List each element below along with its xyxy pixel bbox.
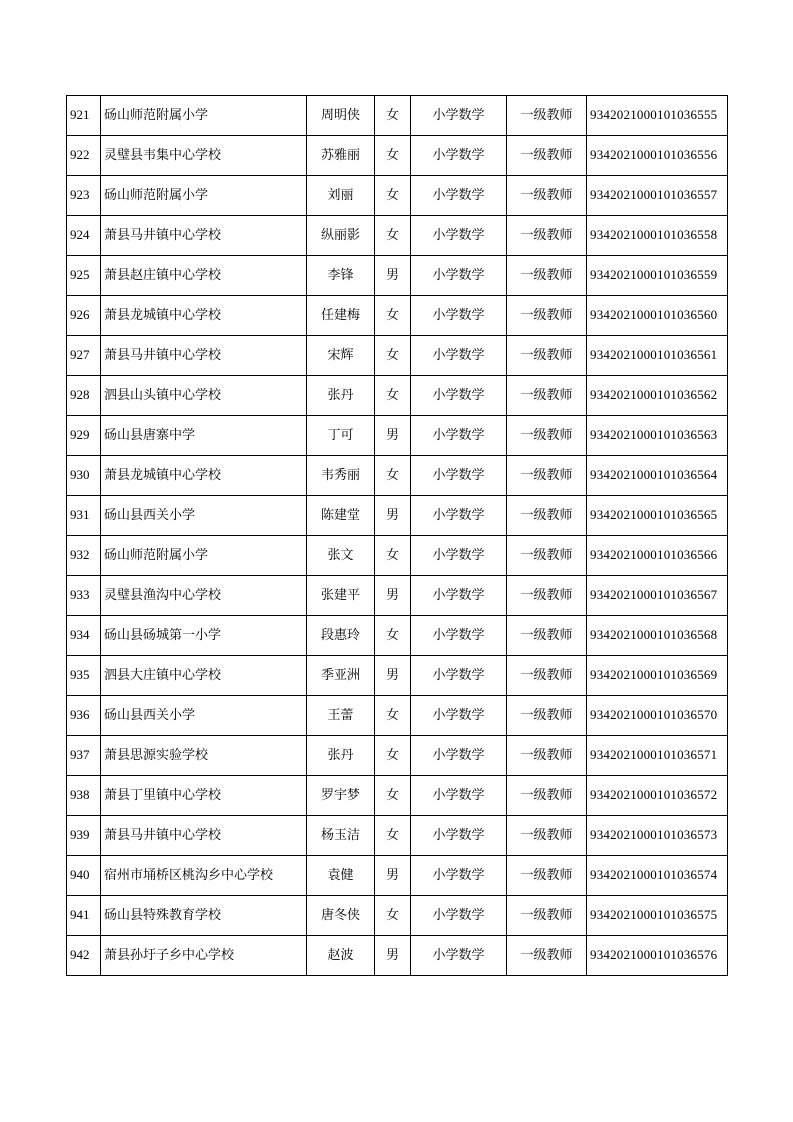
table-row (67, 96, 728, 136)
cell-name: 刘丽 (307, 176, 375, 216)
cell-name: 任建梅 (307, 296, 375, 336)
cell-title: 一级教师 (507, 416, 587, 456)
cell-gender: 女 (375, 336, 411, 376)
cell-cert: 9342021000101036576 (587, 936, 728, 976)
cell-no: 942 (67, 936, 101, 976)
cell-title: 一级教师 (507, 856, 587, 896)
cell-title: 一级教师 (507, 736, 587, 776)
cell-name: 丁可 (307, 416, 375, 456)
cell-school: 砀山县西关小学 (101, 696, 307, 736)
cell-cert: 9342021000101036556 (587, 136, 728, 176)
cell-school: 砀山县砀城第一小学 (101, 616, 307, 656)
cell-name: 赵波 (307, 936, 375, 976)
cell-no: 931 (67, 496, 101, 536)
cell-gender: 男 (375, 496, 411, 536)
cell-no: 923 (67, 176, 101, 216)
table-row (67, 256, 728, 296)
cell-gender: 女 (375, 696, 411, 736)
cell-title: 一级教师 (507, 336, 587, 376)
table-row (67, 336, 728, 376)
cell-gender: 女 (375, 456, 411, 496)
table-row (67, 176, 728, 216)
cell-no: 939 (67, 816, 101, 856)
cell-school: 萧县马井镇中心学校 (101, 216, 307, 256)
table-row (67, 936, 728, 976)
cell-gender: 女 (375, 616, 411, 656)
cell-no: 940 (67, 856, 101, 896)
table-row (67, 456, 728, 496)
cell-gender: 女 (375, 376, 411, 416)
cell-no: 929 (67, 416, 101, 456)
cell-no: 922 (67, 136, 101, 176)
cell-school: 砀山县西关小学 (101, 496, 307, 536)
cell-name: 张丹 (307, 376, 375, 416)
table-row (67, 696, 728, 736)
cell-cert: 9342021000101036562 (587, 376, 728, 416)
table-row (67, 216, 728, 256)
table-row (67, 536, 728, 576)
cell-subject: 小学数学 (411, 456, 507, 496)
cell-no: 930 (67, 456, 101, 496)
cell-school: 萧县赵庄镇中心学校 (101, 256, 307, 296)
cell-name: 张丹 (307, 736, 375, 776)
cell-subject: 小学数学 (411, 416, 507, 456)
cell-school: 砀山师范附属小学 (101, 96, 307, 136)
cell-cert: 9342021000101036563 (587, 416, 728, 456)
cell-subject: 小学数学 (411, 96, 507, 136)
cell-school: 砀山师范附属小学 (101, 536, 307, 576)
cell-school: 灵璧县韦集中心学校 (101, 136, 307, 176)
cell-title: 一级教师 (507, 296, 587, 336)
cell-title: 一级教师 (507, 256, 587, 296)
cell-no: 932 (67, 536, 101, 576)
table-row (67, 296, 728, 336)
cell-subject: 小学数学 (411, 696, 507, 736)
cell-cert: 9342021000101036559 (587, 256, 728, 296)
cell-title: 一级教师 (507, 496, 587, 536)
cell-no: 928 (67, 376, 101, 416)
cell-subject: 小学数学 (411, 936, 507, 976)
cell-subject: 小学数学 (411, 216, 507, 256)
cell-subject: 小学数学 (411, 176, 507, 216)
cell-subject: 小学数学 (411, 136, 507, 176)
cell-school: 萧县马井镇中心学校 (101, 336, 307, 376)
cell-name: 陈建堂 (307, 496, 375, 536)
table-row (67, 776, 728, 816)
table-row (67, 896, 728, 936)
cell-subject: 小学数学 (411, 576, 507, 616)
cell-school: 萧县龙城镇中心学校 (101, 456, 307, 496)
cell-no: 933 (67, 576, 101, 616)
cell-title: 一级教师 (507, 536, 587, 576)
cell-title: 一级教师 (507, 896, 587, 936)
cell-subject: 小学数学 (411, 296, 507, 336)
cell-title: 一级教师 (507, 616, 587, 656)
cell-school: 灵璧县渔沟中心学校 (101, 576, 307, 616)
cell-subject: 小学数学 (411, 776, 507, 816)
cell-cert: 9342021000101036574 (587, 856, 728, 896)
cell-gender: 女 (375, 536, 411, 576)
cell-cert: 9342021000101036571 (587, 736, 728, 776)
cell-cert: 9342021000101036567 (587, 576, 728, 616)
cell-no: 938 (67, 776, 101, 816)
table-row (67, 856, 728, 896)
cell-school: 砀山县特殊教育学校 (101, 896, 307, 936)
cell-subject: 小学数学 (411, 376, 507, 416)
cell-subject: 小学数学 (411, 496, 507, 536)
cell-gender: 女 (375, 176, 411, 216)
cell-name: 张文 (307, 536, 375, 576)
cell-title: 一级教师 (507, 216, 587, 256)
cell-school: 萧县思源实验学校 (101, 736, 307, 776)
cell-school: 萧县马井镇中心学校 (101, 816, 307, 856)
cell-subject: 小学数学 (411, 816, 507, 856)
cell-no: 937 (67, 736, 101, 776)
cell-school: 砀山县唐寨中学 (101, 416, 307, 456)
cell-no: 935 (67, 656, 101, 696)
cell-gender: 男 (375, 416, 411, 456)
teacher-roster-table (66, 95, 728, 976)
cell-subject: 小学数学 (411, 896, 507, 936)
cell-name: 杨玉洁 (307, 816, 375, 856)
cell-cert: 9342021000101036572 (587, 776, 728, 816)
cell-title: 一级教师 (507, 936, 587, 976)
cell-name: 宋辉 (307, 336, 375, 376)
cell-school: 萧县孙圩子乡中心学校 (101, 936, 307, 976)
cell-gender: 女 (375, 776, 411, 816)
table-row (67, 576, 728, 616)
cell-title: 一级教师 (507, 816, 587, 856)
table-row (67, 616, 728, 656)
cell-subject: 小学数学 (411, 656, 507, 696)
cell-gender: 男 (375, 576, 411, 616)
cell-cert: 9342021000101036573 (587, 816, 728, 856)
cell-name: 季亚洲 (307, 656, 375, 696)
table-row (67, 656, 728, 696)
cell-cert: 9342021000101036555 (587, 96, 728, 136)
cell-subject: 小学数学 (411, 616, 507, 656)
cell-name: 袁健 (307, 856, 375, 896)
cell-no: 924 (67, 216, 101, 256)
cell-title: 一级教师 (507, 776, 587, 816)
cell-cert: 9342021000101036561 (587, 336, 728, 376)
table-row (67, 416, 728, 456)
cell-school: 宿州市埇桥区桃沟乡中心学校 (101, 856, 307, 896)
cell-gender: 女 (375, 136, 411, 176)
cell-title: 一级教师 (507, 176, 587, 216)
cell-gender: 女 (375, 896, 411, 936)
cell-name: 段惠玲 (307, 616, 375, 656)
cell-title: 一级教师 (507, 136, 587, 176)
cell-gender: 女 (375, 296, 411, 336)
cell-gender: 男 (375, 256, 411, 296)
cell-cert: 9342021000101036566 (587, 536, 728, 576)
cell-subject: 小学数学 (411, 336, 507, 376)
table-row (67, 736, 728, 776)
cell-no: 936 (67, 696, 101, 736)
cell-name: 周明侠 (307, 96, 375, 136)
cell-gender: 女 (375, 96, 411, 136)
cell-subject: 小学数学 (411, 856, 507, 896)
cell-title: 一级教师 (507, 96, 587, 136)
cell-cert: 9342021000101036557 (587, 176, 728, 216)
cell-name: 李锋 (307, 256, 375, 296)
cell-gender: 男 (375, 656, 411, 696)
cell-school: 萧县丁里镇中心学校 (101, 776, 307, 816)
table-row (67, 136, 728, 176)
cell-name: 苏雅丽 (307, 136, 375, 176)
cell-school: 泗县山头镇中心学校 (101, 376, 307, 416)
cell-gender: 男 (375, 936, 411, 976)
cell-cert: 9342021000101036558 (587, 216, 728, 256)
cell-cert: 9342021000101036560 (587, 296, 728, 336)
cell-gender: 女 (375, 736, 411, 776)
cell-gender: 女 (375, 216, 411, 256)
cell-no: 925 (67, 256, 101, 296)
cell-no: 927 (67, 336, 101, 376)
cell-title: 一级教师 (507, 696, 587, 736)
table-row (67, 816, 728, 856)
table-row (67, 376, 728, 416)
cell-subject: 小学数学 (411, 536, 507, 576)
teacher-table-body (67, 96, 728, 976)
cell-cert: 9342021000101036568 (587, 616, 728, 656)
cell-name: 罗宇梦 (307, 776, 375, 816)
cell-subject: 小学数学 (411, 736, 507, 776)
cell-cert: 9342021000101036565 (587, 496, 728, 536)
cell-title: 一级教师 (507, 576, 587, 616)
cell-title: 一级教师 (507, 456, 587, 496)
cell-cert: 9342021000101036569 (587, 656, 728, 696)
cell-name: 韦秀丽 (307, 456, 375, 496)
cell-no: 921 (67, 96, 101, 136)
cell-cert: 9342021000101036564 (587, 456, 728, 496)
cell-school: 砀山师范附属小学 (101, 176, 307, 216)
cell-school: 萧县龙城镇中心学校 (101, 296, 307, 336)
cell-name: 唐冬侠 (307, 896, 375, 936)
cell-no: 926 (67, 296, 101, 336)
cell-name: 王蕾 (307, 696, 375, 736)
cell-gender: 男 (375, 856, 411, 896)
cell-title: 一级教师 (507, 376, 587, 416)
cell-name: 纵丽影 (307, 216, 375, 256)
cell-title: 一级教师 (507, 656, 587, 696)
cell-subject: 小学数学 (411, 256, 507, 296)
cell-name: 张建平 (307, 576, 375, 616)
cell-cert: 9342021000101036575 (587, 896, 728, 936)
table-row (67, 496, 728, 536)
cell-school: 泗县大庄镇中心学校 (101, 656, 307, 696)
cell-no: 941 (67, 896, 101, 936)
cell-gender: 女 (375, 816, 411, 856)
cell-cert: 9342021000101036570 (587, 696, 728, 736)
cell-no: 934 (67, 616, 101, 656)
